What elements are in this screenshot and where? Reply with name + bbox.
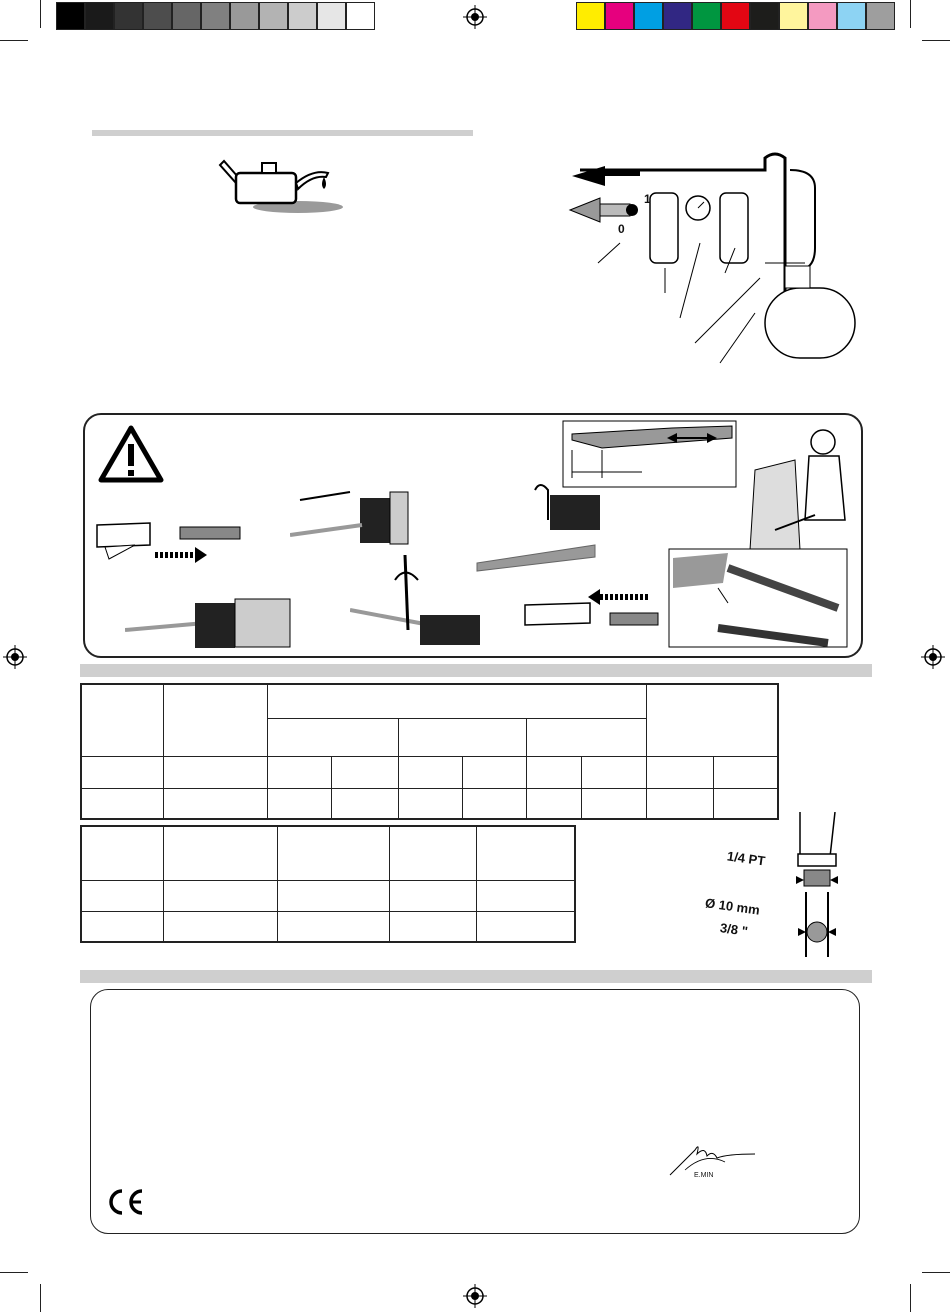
spec-header-cell	[268, 718, 399, 756]
table-row	[81, 788, 778, 819]
hose-fitting-diagram	[770, 812, 860, 957]
table-header-cell	[390, 826, 477, 880]
spec-header-cell	[527, 718, 647, 756]
color-swatch	[576, 2, 605, 30]
crop-mark	[910, 1284, 911, 1312]
table-header-cell	[477, 826, 576, 880]
crop-mark	[922, 40, 950, 41]
table-header-cell	[278, 826, 390, 880]
table-cell	[390, 911, 477, 942]
table-cell	[463, 788, 527, 819]
table-cell	[714, 788, 779, 819]
color-swatch	[808, 2, 837, 30]
table-cell	[268, 788, 332, 819]
section-divider	[92, 130, 473, 136]
cutting-depth-diagram	[668, 548, 848, 648]
color-swatch	[866, 2, 895, 30]
connect-air-hose-step	[95, 515, 245, 575]
crop-mark	[910, 0, 911, 28]
crop-mark	[922, 1272, 950, 1273]
table-cell	[278, 880, 390, 911]
gray-swatch	[346, 2, 375, 30]
table-cell	[477, 880, 576, 911]
table-cell	[582, 788, 647, 819]
spec-header-cell	[81, 684, 164, 756]
gray-swatch	[114, 2, 143, 30]
color-swatch	[634, 2, 663, 30]
table-row	[81, 880, 575, 911]
spec-header-cell	[268, 684, 647, 718]
gray-swatch	[230, 2, 259, 30]
color-swatch	[663, 2, 692, 30]
table-cell	[399, 756, 463, 788]
operator-illustration	[745, 420, 855, 550]
table-cell	[463, 756, 527, 788]
spec-header-cell	[399, 718, 527, 756]
registration-mark-icon	[921, 645, 945, 669]
table-cell	[647, 788, 714, 819]
registration-mark-icon	[463, 5, 487, 29]
gray-swatch	[259, 2, 288, 30]
blade-holder-step	[520, 480, 620, 540]
table-cell	[332, 756, 399, 788]
table-cell	[582, 756, 647, 788]
color-swatch	[721, 2, 750, 30]
table-cell	[647, 756, 714, 788]
table-cell	[164, 880, 278, 911]
blade-tighten-step	[350, 550, 480, 650]
table-cell	[164, 788, 268, 819]
crop-mark	[40, 0, 41, 28]
table-cell	[268, 756, 332, 788]
valve-open-label: 1	[644, 192, 651, 206]
color-swatch	[692, 2, 721, 30]
table-cell	[81, 756, 164, 788]
table-row	[81, 911, 575, 942]
air-supply-diagram	[560, 148, 860, 373]
gray-swatch	[143, 2, 172, 30]
signature-name: E.MIN	[694, 1172, 714, 1179]
blade-lock-step	[125, 585, 295, 650]
table-cell	[81, 911, 164, 942]
hose-diameter-label: Ø 10 mm	[704, 895, 761, 918]
table-cell	[714, 756, 779, 788]
table-cell	[390, 880, 477, 911]
section-divider	[80, 970, 872, 983]
blade-length-diagram	[562, 420, 737, 488]
color-swatch	[779, 2, 808, 30]
table-header-cell	[164, 826, 278, 880]
crop-mark	[40, 1284, 41, 1312]
specifications-table	[80, 683, 779, 820]
section-divider	[80, 664, 872, 677]
gray-swatch	[172, 2, 201, 30]
blade-insert-step	[290, 490, 410, 550]
oil-can-icon	[218, 155, 353, 215]
color-swatch	[605, 2, 634, 30]
table-cell	[81, 788, 164, 819]
table-cell	[527, 788, 582, 819]
registration-mark-icon	[463, 1284, 487, 1308]
table-row	[81, 756, 778, 788]
declaration-panel	[90, 989, 860, 1234]
table-cell	[477, 911, 576, 942]
disconnect-air-hose-step	[520, 585, 660, 645]
gray-swatch	[56, 2, 85, 30]
table-cell	[164, 756, 268, 788]
color-swatch	[837, 2, 866, 30]
table-cell	[399, 788, 463, 819]
registration-mark-icon	[3, 645, 27, 669]
table-cell	[332, 788, 399, 819]
gray-swatch	[317, 2, 346, 30]
noise-vibration-table	[80, 825, 576, 943]
valve-closed-label: 0	[618, 222, 625, 236]
spec-header-cell	[647, 684, 779, 756]
gray-swatch	[288, 2, 317, 30]
table-cell	[164, 911, 278, 942]
spec-header-cell	[164, 684, 268, 756]
hose-diameter-inch-label: 3/8 "	[719, 920, 749, 939]
table-cell	[81, 880, 164, 911]
gray-swatch	[85, 2, 114, 30]
table-cell	[278, 911, 390, 942]
saw-blade-illustration	[475, 543, 600, 573]
crop-mark	[0, 1272, 28, 1273]
table-header-cell	[81, 826, 164, 880]
crop-mark	[0, 40, 28, 41]
thread-size-label: 1/4 PT	[726, 848, 767, 869]
table-cell	[527, 756, 582, 788]
color-swatch	[750, 2, 779, 30]
gray-swatch	[201, 2, 230, 30]
ce-mark-icon	[103, 1188, 145, 1216]
warning-triangle-icon	[97, 424, 165, 484]
